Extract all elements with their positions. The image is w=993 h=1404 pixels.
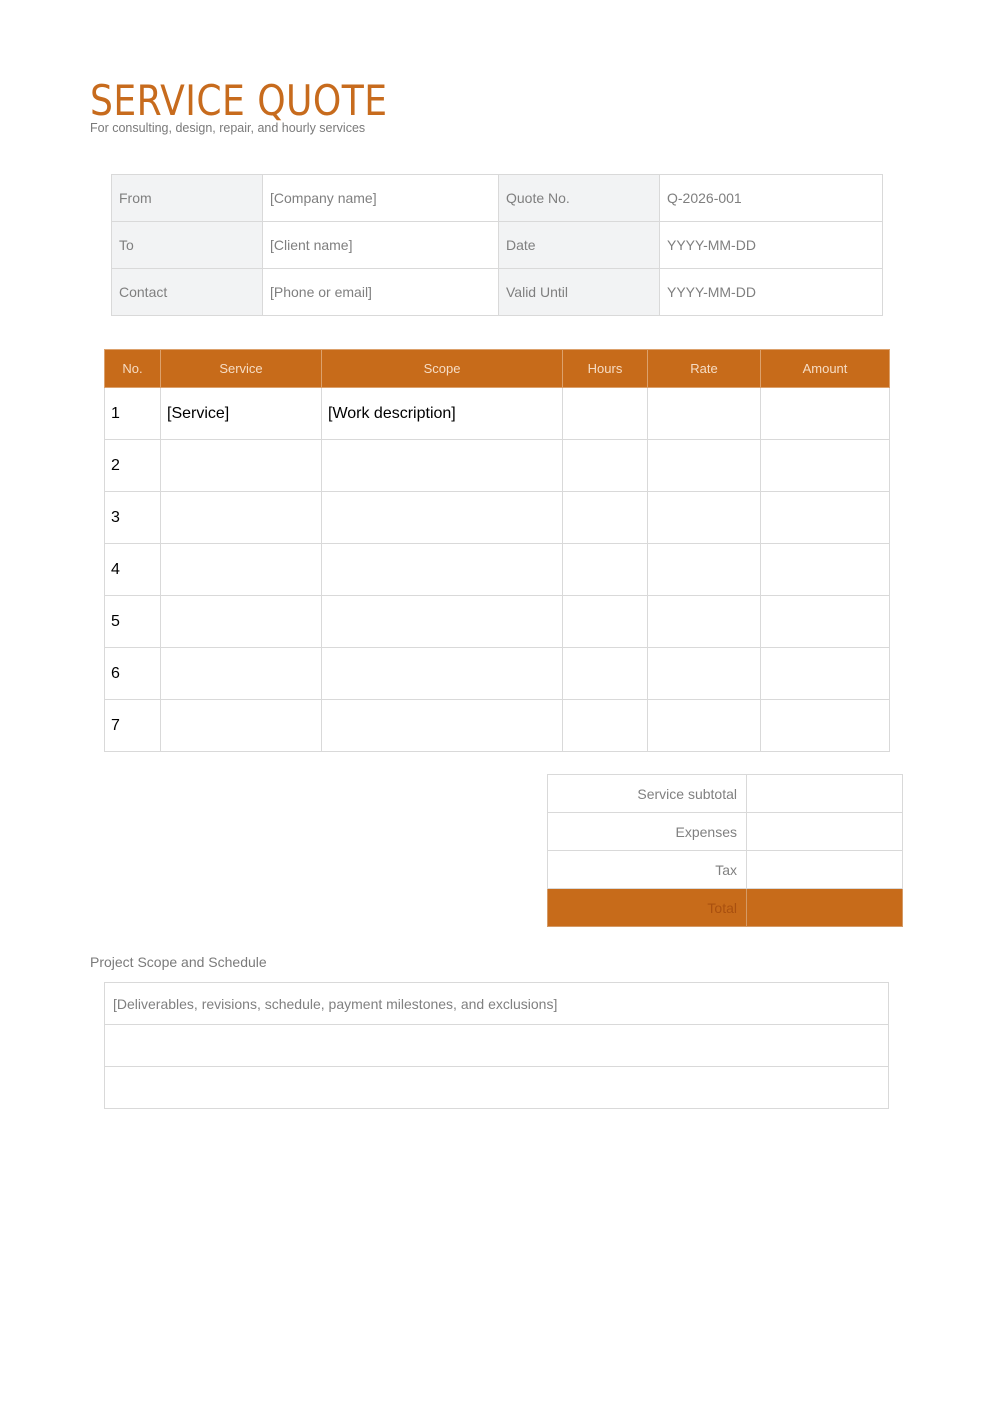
date-label: Date [499,222,660,269]
total-label: Total [548,889,747,927]
client-name-field[interactable]: [Client name] [263,222,499,269]
scope-line [105,983,889,1025]
rate-cell[interactable] [648,492,761,544]
expenses-label: Expenses [548,813,747,851]
contact-label: Contact [112,269,263,316]
row-number: 2 [105,440,161,492]
column-header-service: Service [161,350,322,388]
subtotal-row [548,775,903,813]
valid-until-field[interactable]: YYYY-MM-DD [660,269,883,316]
service-cell[interactable] [161,440,322,492]
hours-cell[interactable] [563,648,648,700]
contact-field[interactable]: [Phone or email] [263,269,499,316]
info-row-to [112,222,883,269]
hours-cell[interactable] [563,544,648,596]
service-cell[interactable] [161,544,322,596]
scope-notes-field[interactable] [105,1067,889,1109]
tax-row [548,851,903,889]
hours-cell[interactable] [563,492,648,544]
row-number: 4 [105,544,161,596]
service-cell[interactable] [161,648,322,700]
row-number: 5 [105,596,161,648]
scope-cell[interactable] [322,544,563,596]
line-items-header [105,350,890,388]
hours-cell[interactable] [563,440,648,492]
to-label: To [112,222,263,269]
scope-cell[interactable] [322,492,563,544]
scope-cell[interactable] [322,596,563,648]
company-name-field[interactable]: [Company name] [263,175,499,222]
table-row [105,388,890,440]
totals-table [547,774,903,927]
info-row-contact [112,269,883,316]
table-row [105,440,890,492]
table-row [105,544,890,596]
amount-cell[interactable] [761,648,890,700]
total-row [548,889,903,927]
tax-label: Tax [548,851,747,889]
rate-cell[interactable] [648,440,761,492]
row-number: 3 [105,492,161,544]
column-header-amount: Amount [761,350,890,388]
from-label: From [112,175,263,222]
scope-notes-field[interactable]: [Deliverables, revisions, schedule, payment milestones, and exclusions] [105,983,889,1025]
service-cell[interactable] [161,700,322,752]
scope-cell[interactable] [322,440,563,492]
tax-value[interactable] [747,851,903,889]
subtotal-value[interactable] [747,775,903,813]
project-scope-table [104,982,889,1109]
scope-notes-field[interactable] [105,1025,889,1067]
amount-cell[interactable] [761,492,890,544]
table-row [105,648,890,700]
date-field[interactable]: YYYY-MM-DD [660,222,883,269]
scope-cell[interactable]: [Work description] [322,388,563,440]
total-value[interactable] [747,889,903,927]
info-row-from [112,175,883,222]
hours-cell[interactable] [563,596,648,648]
hours-cell[interactable] [563,700,648,752]
amount-cell[interactable] [761,544,890,596]
column-header-rate: Rate [648,350,761,388]
hours-cell[interactable] [563,388,648,440]
quote-no-label: Quote No. [499,175,660,222]
amount-cell[interactable] [761,700,890,752]
table-row [105,700,890,752]
table-row [105,492,890,544]
scope-cell[interactable] [322,700,563,752]
row-number: 6 [105,648,161,700]
amount-cell[interactable] [761,596,890,648]
scope-line [105,1067,889,1109]
rate-cell[interactable] [648,648,761,700]
valid-until-label: Valid Until [499,269,660,316]
expenses-value[interactable] [747,813,903,851]
rate-cell[interactable] [648,544,761,596]
rate-cell[interactable] [648,596,761,648]
expenses-row [548,813,903,851]
amount-cell[interactable] [761,440,890,492]
document-title: SERVICE QUOTE [90,76,388,125]
rate-cell[interactable] [648,388,761,440]
rate-cell[interactable] [648,700,761,752]
amount-cell[interactable] [761,388,890,440]
line-items-table [104,349,890,752]
row-number: 7 [105,700,161,752]
service-cell[interactable]: [Service] [161,388,322,440]
column-header-hours: Hours [563,350,648,388]
service-cell[interactable] [161,596,322,648]
quote-info-table [111,174,883,316]
scope-line [105,1025,889,1067]
scope-cell[interactable] [322,648,563,700]
column-header-scope: Scope [322,350,563,388]
document-subtitle: For consulting, design, repair, and hourly services [90,121,366,135]
row-number: 1 [105,388,161,440]
subtotal-label: Service subtotal [548,775,747,813]
service-cell[interactable] [161,492,322,544]
table-row [105,596,890,648]
quote-no-field[interactable]: Q-2026-001 [660,175,883,222]
column-header-no: No. [105,350,161,388]
project-scope-heading: Project Scope and Schedule [90,954,267,970]
